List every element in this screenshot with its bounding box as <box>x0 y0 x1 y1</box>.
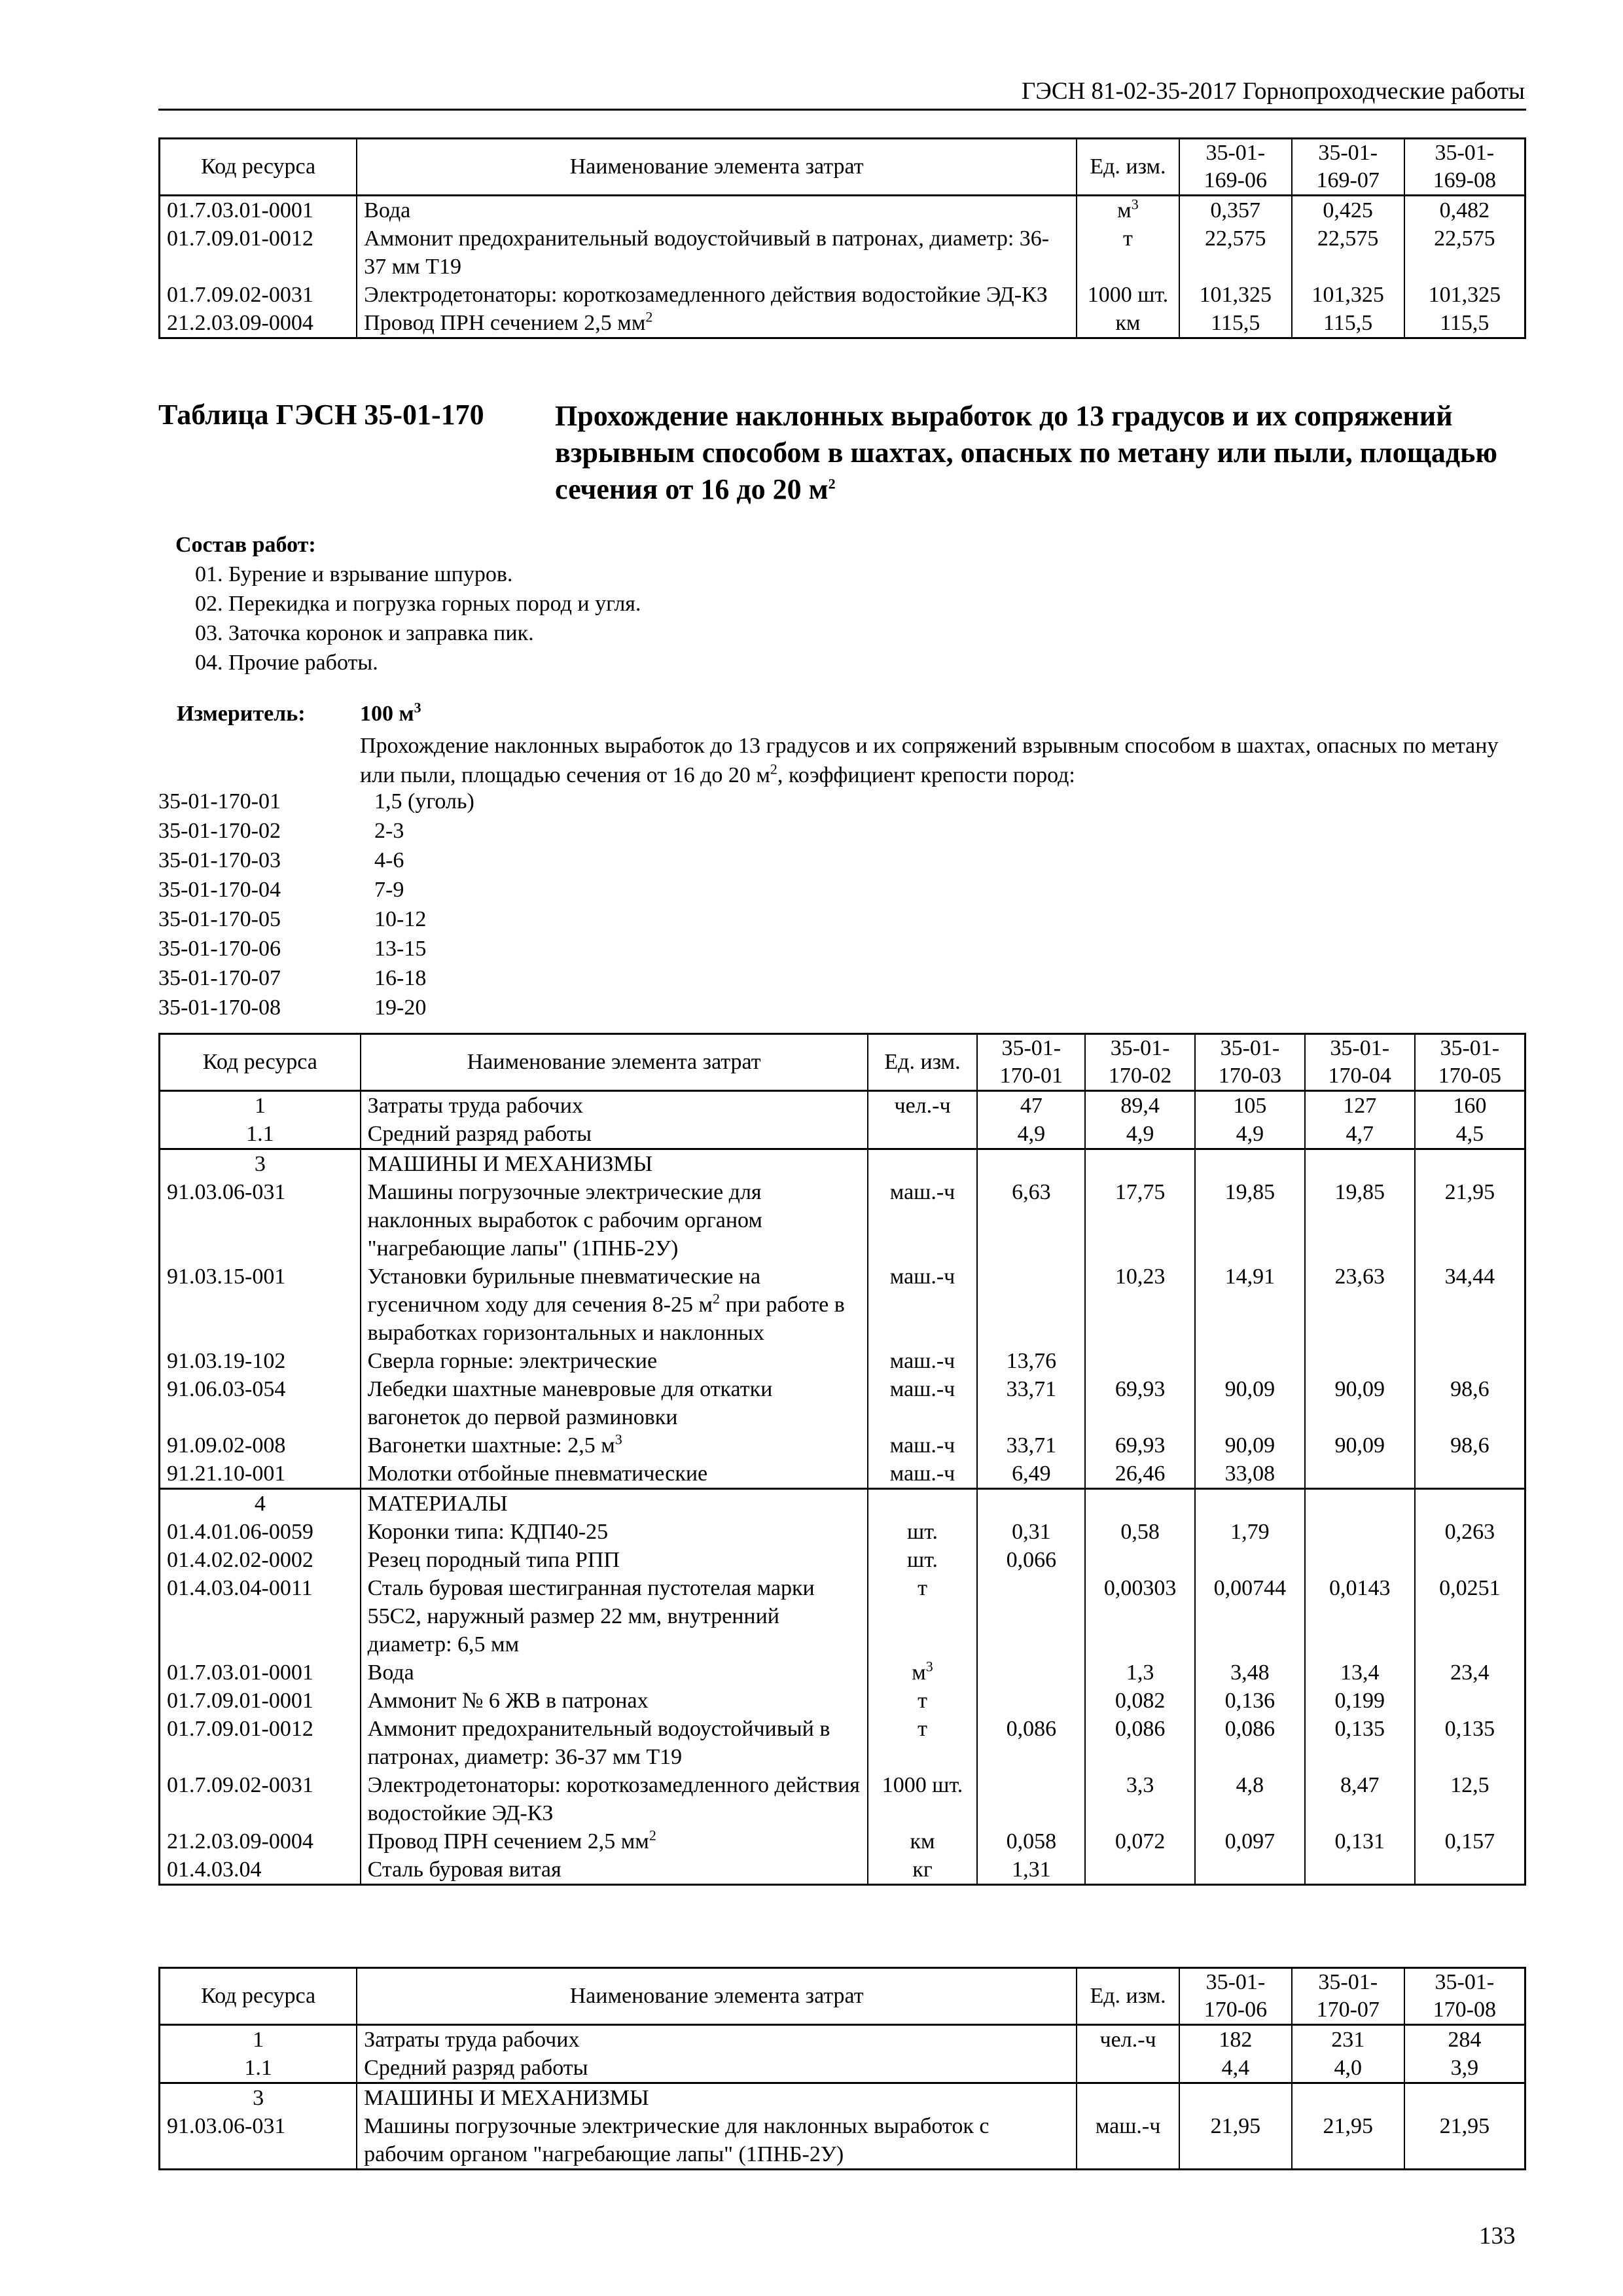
col-header-code: Код ресурса <box>160 139 357 196</box>
table-row <box>160 281 1525 309</box>
norm-value: 0,066 <box>977 1546 1085 1574</box>
norm-value <box>1085 1546 1195 1574</box>
resource-table-170-06-08 <box>158 1967 1526 2170</box>
table-label: Таблица ГЭСН 35-01-170 <box>158 399 484 431</box>
table-row <box>160 224 1525 281</box>
norm-value <box>977 1659 1085 1687</box>
norm-value: 0,31 <box>977 1518 1085 1546</box>
resource-code: 01.7.09.01-0001 <box>160 1687 361 1715</box>
resource-code: 01.7.09.01-0012 <box>160 224 357 281</box>
col-header-norm: 35-01- 169-07 <box>1292 139 1404 196</box>
norm-value: 0,199 <box>1305 1687 1415 1715</box>
norm-value: 4,7 <box>1305 1120 1415 1149</box>
col-header-norm: 35-01- 170-07 <box>1292 1968 1404 2025</box>
table-row <box>160 1771 1525 1827</box>
col-header-name: Наименование элемента затрат <box>357 139 1077 196</box>
norm-value: 12,5 <box>1415 1771 1525 1827</box>
norm-value <box>1085 1347 1195 1375</box>
norm-value: 8,47 <box>1305 1771 1415 1827</box>
resource-name: Аммонит № 6 ЖВ в патронах <box>361 1687 868 1715</box>
norm-value: 4,8 <box>1195 1771 1305 1827</box>
norm-value: 4,9 <box>1195 1120 1305 1149</box>
norm-value: 101,325 <box>1404 281 1525 309</box>
table-row <box>160 1120 1525 1149</box>
unit <box>868 1120 978 1149</box>
table-row <box>160 309 1525 338</box>
resource-code: 01.7.09.01-0012 <box>160 1715 361 1771</box>
unit: шт. <box>868 1546 978 1574</box>
norm-value <box>1305 1149 1415 1179</box>
col-header-norm: 35-01- 170-05 <box>1415 1034 1525 1091</box>
resource-code: 1.1 <box>160 2054 357 2083</box>
resource-name: Сталь буровая шестигранная пустотелая марки 55С2, наружный размер 22 мм, внутренний диаметр: 6,5 мм <box>361 1574 868 1659</box>
resource-name: Молотки отбойные пневматические <box>361 1460 868 1489</box>
resource-code: 91.03.06-031 <box>160 1178 361 1263</box>
unit <box>868 1149 978 1179</box>
unit <box>1077 2083 1179 2113</box>
norm-value: 115,5 <box>1292 309 1404 338</box>
norm-value <box>1415 1489 1525 1518</box>
table-row <box>160 1574 1525 1659</box>
norm-value: 284 <box>1404 2025 1525 2054</box>
section-row <box>160 1091 1525 1121</box>
section-row <box>160 1489 1525 1518</box>
norm-value <box>977 1771 1085 1827</box>
norm-value: 14,91 <box>1195 1263 1305 1347</box>
norm-code-row <box>158 787 474 816</box>
norm-value: 0,131 <box>1305 1827 1415 1856</box>
resource-code: 91.03.06-031 <box>160 2112 357 2170</box>
norm-value <box>1195 1489 1305 1518</box>
table-row <box>160 1347 1525 1375</box>
col-header-code: Код ресурса <box>160 1034 361 1091</box>
table-row <box>160 1715 1525 1771</box>
unit <box>1077 2054 1179 2083</box>
norm-value: 26,46 <box>1085 1460 1195 1489</box>
norm-value: 4,9 <box>977 1120 1085 1149</box>
norm-value: 23,63 <box>1305 1263 1415 1347</box>
norm-value: 115,5 <box>1179 309 1292 338</box>
norm-value: 0,0143 <box>1305 1574 1415 1659</box>
norm-code: 35-01-170-07 <box>158 966 281 990</box>
norm-value <box>1292 2083 1404 2113</box>
norm-value: 19,85 <box>1195 1178 1305 1263</box>
norm-value: 90,09 <box>1305 1375 1415 1431</box>
norm-value: 0,136 <box>1195 1687 1305 1715</box>
col-header-norm: 35-01- 170-01 <box>977 1034 1085 1091</box>
norm-value <box>1085 1856 1195 1885</box>
norm-value: 1,79 <box>1195 1518 1305 1546</box>
unit: чел.-ч <box>868 1091 978 1121</box>
resource-name: МАШИНЫ И МЕХАНИЗМЫ <box>361 1149 868 1179</box>
norm-value <box>1085 1149 1195 1179</box>
norm-value: 127 <box>1305 1091 1415 1121</box>
norm-value <box>1179 2083 1292 2113</box>
resource-code: 91.09.02-008 <box>160 1431 361 1460</box>
norm-value <box>1415 1546 1525 1574</box>
measure-value: 100 $м^3$ <box>360 699 421 726</box>
col-header-norm: 35-01- 170-08 <box>1404 1968 1525 2025</box>
norm-value: 4,4 <box>1179 2054 1292 2083</box>
col-header-norm: 35-01- 169-06 <box>1179 139 1292 196</box>
table-row <box>160 1827 1525 1856</box>
resource-name: Средний разряд работы <box>357 2054 1077 2083</box>
table-row <box>160 1431 1525 1460</box>
norm-code-row <box>158 846 474 875</box>
work-item: 03. Заточка коронок и заправка пик. <box>195 621 534 645</box>
work-composition <box>175 530 641 677</box>
norm-value <box>1195 1149 1305 1179</box>
col-header-name: Наименование элемента затрат <box>357 1968 1077 2025</box>
resource-name: Сталь буровая витая <box>361 1856 868 1885</box>
norm-value <box>1415 1856 1525 1885</box>
resource-code: 91.06.03-054 <box>160 1375 361 1431</box>
resource-name: Лебедки шахтные маневровые для откатки вагонеток до первой разминовки <box>361 1375 868 1431</box>
norm-value: 89,4 <box>1085 1091 1195 1121</box>
norm-code-row <box>158 875 474 905</box>
col-header-norm: 35-01- 169-08 <box>1404 139 1525 196</box>
norm-code: 35-01-170-03 <box>158 848 281 872</box>
norm-code: 35-01-170-04 <box>158 878 281 902</box>
unit: маш.-ч <box>868 1263 978 1347</box>
unit: $м^3$ <box>1077 196 1179 225</box>
unit: маш.-ч <box>868 1375 978 1431</box>
norm-value: 3,48 <box>1195 1659 1305 1687</box>
col-header-unit: Ед. изм. <box>868 1034 978 1091</box>
col-header-norm: 35-01- 170-03 <box>1195 1034 1305 1091</box>
norm-value: 4,0 <box>1292 2054 1404 2083</box>
norm-value <box>1305 1460 1415 1489</box>
norm-value: 0,00303 <box>1085 1574 1195 1659</box>
norm-code: 35-01-170-05 <box>158 907 281 931</box>
norm-value <box>1415 1149 1525 1179</box>
norm-value: 105 <box>1195 1091 1305 1121</box>
resource-code: 01.7.09.02-0031 <box>160 1771 361 1827</box>
norm-value: 0,425 <box>1292 196 1404 225</box>
norm-value: 182 <box>1179 2025 1292 2054</box>
norm-code: 35-01-170-01 <box>158 789 281 814</box>
norm-value: 0,482 <box>1404 196 1525 225</box>
resource-code: 3 <box>160 1149 361 1179</box>
norm-code-row <box>158 934 474 963</box>
running-header: ГЭСН 81-02-35-2017 Горнопроходческие работы <box>1022 78 1525 105</box>
resource-code: 01.7.03.01-0001 <box>160 196 357 225</box>
norm-value: 23,4 <box>1415 1659 1525 1687</box>
norm-value: 90,09 <box>1195 1431 1305 1460</box>
norm-value <box>1305 1347 1415 1375</box>
resource-code: 4 <box>160 1489 361 1518</box>
norm-value: 69,93 <box>1085 1375 1195 1431</box>
col-header-code: Код ресурса <box>160 1968 357 2025</box>
norm-code-list <box>158 787 474 1022</box>
measure-label: Измеритель: <box>177 702 306 726</box>
norm-value: 17,75 <box>1085 1178 1195 1263</box>
norm-value <box>1404 2083 1525 2113</box>
norm-value <box>1085 1489 1195 1518</box>
resource-code: 1 <box>160 2025 357 2054</box>
norm-value <box>977 1149 1085 1179</box>
norm-value <box>1305 1856 1415 1885</box>
norm-value <box>1305 1518 1415 1546</box>
norm-value: 22,575 <box>1404 224 1525 281</box>
norm-value <box>977 1574 1085 1659</box>
resource-name: МАТЕРИАЛЫ <box>361 1489 868 1518</box>
norm-value: 33,71 <box>977 1375 1085 1431</box>
norm-value: 98,6 <box>1415 1431 1525 1460</box>
norm-value <box>1415 1347 1525 1375</box>
unit: 1000 шт. <box>1077 281 1179 309</box>
unit <box>868 1489 978 1518</box>
norm-value: 231 <box>1292 2025 1404 2054</box>
table-row <box>160 1518 1525 1546</box>
col-header-norm: 35-01- 170-04 <box>1305 1034 1415 1091</box>
norm-value: 0,0251 <box>1415 1574 1525 1659</box>
resource-name: Затраты труда рабочих <box>361 1091 868 1121</box>
norm-value: 19,85 <box>1305 1178 1415 1263</box>
table-row <box>160 1856 1525 1885</box>
col-header-norm: 35-01- 170-06 <box>1179 1968 1292 2025</box>
resource-name: Установки бурильные пневматические на гусеничном ходу для сечения 8-25 $м^2$ при работе в выработках горизонтальных и наклонных <box>361 1263 868 1347</box>
work-composition-heading: Состав работ: <box>175 533 316 557</box>
table-row <box>160 1659 1525 1687</box>
unit: маш.-ч <box>868 1347 978 1375</box>
norm-value <box>1195 1546 1305 1574</box>
norm-value: 0,157 <box>1415 1827 1525 1856</box>
norm-value: 33,71 <box>977 1431 1085 1460</box>
norm-code-row <box>158 816 474 846</box>
norm-value: 13,4 <box>1305 1659 1415 1687</box>
norm-value: 1,31 <box>977 1856 1085 1885</box>
norm-value: 13,76 <box>977 1347 1085 1375</box>
norm-value: 6,49 <box>977 1460 1085 1489</box>
norm-value <box>977 1489 1085 1518</box>
resource-code: 21.2.03.09-0004 <box>160 309 357 338</box>
norm-value: 34,44 <box>1415 1263 1525 1347</box>
table-row <box>160 1375 1525 1431</box>
unit: 1000 шт. <box>868 1771 978 1827</box>
rock-hardness: 16-18 <box>374 966 427 990</box>
norm-value: 115,5 <box>1404 309 1525 338</box>
resource-name: Электродетонаторы: короткозамедленного действия водостойкие ЭД-КЗ <box>361 1771 868 1827</box>
norm-value: 101,325 <box>1292 281 1404 309</box>
section-row <box>160 1149 1525 1179</box>
resource-code: 1 <box>160 1091 361 1121</box>
resource-name: Вода <box>357 196 1077 225</box>
norm-value: 90,09 <box>1305 1431 1415 1460</box>
page-number: 133 <box>1479 2223 1516 2250</box>
norm-value: 69,93 <box>1085 1431 1195 1460</box>
rock-hardness: 7-9 <box>374 878 404 902</box>
table-row <box>160 1460 1525 1489</box>
unit: шт. <box>868 1518 978 1546</box>
unit: маш.-ч <box>868 1460 978 1489</box>
norm-value: 160 <box>1415 1091 1525 1121</box>
norm-value: 22,575 <box>1179 224 1292 281</box>
table-row <box>160 2054 1525 2083</box>
section-row <box>160 2025 1525 2054</box>
norm-value <box>1305 1489 1415 1518</box>
unit: маш.-ч <box>1077 2112 1179 2170</box>
resource-code: 01.7.03.01-0001 <box>160 1659 361 1687</box>
resource-code: 91.03.19-102 <box>160 1347 361 1375</box>
norm-value: 0,058 <box>977 1827 1085 1856</box>
norm-value <box>1415 1460 1525 1489</box>
resource-name: Сверла горные: электрические <box>361 1347 868 1375</box>
norm-code: 35-01-170-02 <box>158 819 281 843</box>
rock-hardness: 4-6 <box>374 848 404 872</box>
resource-name: Резец породный типа РПП <box>361 1546 868 1574</box>
resource-name: Провод ПРН сечением 2,5 $мм^2$ <box>361 1827 868 1856</box>
rock-hardness: 10-12 <box>374 907 427 931</box>
norm-value: 98,6 <box>1415 1375 1525 1431</box>
norm-code-row <box>158 963 474 993</box>
unit: т <box>1077 224 1179 281</box>
col-header-norm: 35-01- 170-02 <box>1085 1034 1195 1091</box>
resource-name: Аммонит предохранительный водоустойчивый в патронах, диаметр: 36-37 мм Т19 <box>357 224 1077 281</box>
norm-value: 101,325 <box>1179 281 1292 309</box>
norm-code-row <box>158 993 474 1022</box>
resource-code: 01.4.02.02-0002 <box>160 1546 361 1574</box>
norm-value: 0,097 <box>1195 1827 1305 1856</box>
resource-code: 1.1 <box>160 1120 361 1149</box>
norm-value: 0,263 <box>1415 1518 1525 1546</box>
norm-value <box>977 1687 1085 1715</box>
norm-value: 47 <box>977 1091 1085 1121</box>
unit: кг <box>868 1856 978 1885</box>
resource-name: Вода <box>361 1659 868 1687</box>
norm-value: 0,086 <box>1085 1715 1195 1771</box>
norm-value: 0,58 <box>1085 1518 1195 1546</box>
norm-value: 0,072 <box>1085 1827 1195 1856</box>
norm-value <box>1415 1687 1525 1715</box>
norm-value: 0,00744 <box>1195 1574 1305 1659</box>
rock-hardness: 13-15 <box>374 937 427 961</box>
rock-hardness: 2-3 <box>374 819 404 843</box>
resource-name: МАШИНЫ И МЕХАНИЗМЫ <box>357 2083 1077 2113</box>
resource-name: Машины погрузочные электрические для наклонных выработок с рабочим органом "нагребающие лапы" (1ПНБ-2У) <box>357 2112 1077 2170</box>
col-header-name: Наименование элемента затрат <box>361 1034 868 1091</box>
header-rule <box>158 109 1526 111</box>
norm-value: 4,5 <box>1415 1120 1525 1149</box>
norm-value: 90,09 <box>1195 1375 1305 1431</box>
work-item: 01. Бурение и взрывание шпуров. <box>195 562 513 586</box>
rock-hardness: 1,5 (уголь) <box>374 789 474 814</box>
norm-value: 33,08 <box>1195 1460 1305 1489</box>
resource-code: 01.7.09.02-0031 <box>160 281 357 309</box>
resource-code: 91.03.15-001 <box>160 1263 361 1347</box>
resource-code: 91.21.10-001 <box>160 1460 361 1489</box>
table-title: Прохождение наклонных выработок до 13 градусов и их сопряжений взрывным способом в шахтах, опасных по метану или пыли, площадью сечения от 16 до 20 $м^2$ <box>555 400 1498 505</box>
work-item: 02. Перекидка и погрузка горных пород и угля. <box>195 592 641 616</box>
norm-value: 21,95 <box>1404 2112 1525 2170</box>
resource-table-170-01-05 <box>158 1033 1526 1886</box>
norm-value <box>1195 1856 1305 1885</box>
unit: маш.-ч <box>868 1431 978 1460</box>
unit: чел.-ч <box>1077 2025 1179 2054</box>
resource-name: Вагонетки шахтные: 2,5 $м^3$ <box>361 1431 868 1460</box>
table-row <box>160 1178 1525 1263</box>
norm-value: 21,95 <box>1179 2112 1292 2170</box>
resource-name: Машины погрузочные электрические для наклонных выработок с рабочим органом "нагребающие лапы" (1ПНБ-2У) <box>361 1178 868 1263</box>
unit: т <box>868 1715 978 1771</box>
norm-value <box>977 1263 1085 1347</box>
resource-name: Коронки типа: КДП40-25 <box>361 1518 868 1546</box>
table-row <box>160 2112 1525 2170</box>
norm-value: 21,95 <box>1292 2112 1404 2170</box>
norm-value: 0,357 <box>1179 196 1292 225</box>
measure-description: Прохождение наклонных выработок до 13 градусов и их сопряжений взрывным способом в шахтах, опасных по метану или пыли, площадью сечения от 16 до 20 $м^2$, коэффициент крепости пород: <box>360 734 1499 787</box>
table-row <box>160 196 1525 225</box>
table-row <box>160 1546 1525 1574</box>
norm-value: 21,95 <box>1415 1178 1525 1263</box>
resource-name: Средний разряд работы <box>361 1120 868 1149</box>
resource-code: 3 <box>160 2083 357 2113</box>
section-row <box>160 2083 1525 2113</box>
unit: маш.-ч <box>868 1178 978 1263</box>
unit: т <box>868 1574 978 1659</box>
resource-code: 01.4.03.04 <box>160 1856 361 1885</box>
resource-name: Электродетонаторы: короткозамедленного действия водостойкие ЭД-КЗ <box>357 281 1077 309</box>
col-header-unit: Ед. изм. <box>1077 139 1179 196</box>
work-item: 04. Прочие работы. <box>195 651 378 675</box>
norm-value: 10,23 <box>1085 1263 1195 1347</box>
norm-value: 0,135 <box>1305 1715 1415 1771</box>
norm-value: 4,9 <box>1085 1120 1195 1149</box>
unit: км <box>1077 309 1179 338</box>
norm-value: 1,3 <box>1085 1659 1195 1687</box>
norm-value <box>1195 1347 1305 1375</box>
table-row <box>160 1263 1525 1347</box>
unit: т <box>868 1687 978 1715</box>
norm-value: 0,086 <box>977 1715 1085 1771</box>
norm-value: 3,9 <box>1404 2054 1525 2083</box>
resource-code: 21.2.03.09-0004 <box>160 1827 361 1856</box>
unit: $м^3$ <box>868 1659 978 1687</box>
norm-value: 6,63 <box>977 1178 1085 1263</box>
resource-code: 01.4.01.06-0059 <box>160 1518 361 1546</box>
norm-value: 0,086 <box>1195 1715 1305 1771</box>
rock-hardness: 19-20 <box>374 996 427 1020</box>
resource-table-169 <box>158 137 1526 339</box>
resource-code: 01.4.03.04-0011 <box>160 1574 361 1659</box>
resource-name: Затраты труда рабочих <box>357 2025 1077 2054</box>
norm-value: 22,575 <box>1292 224 1404 281</box>
table-row <box>160 1687 1525 1715</box>
norm-value: 0,082 <box>1085 1687 1195 1715</box>
norm-value <box>1305 1546 1415 1574</box>
norm-code: 35-01-170-06 <box>158 937 281 961</box>
norm-code: 35-01-170-08 <box>158 996 281 1020</box>
norm-value: 0,135 <box>1415 1715 1525 1771</box>
col-header-unit: Ед. изм. <box>1077 1968 1179 2025</box>
unit: км <box>868 1827 978 1856</box>
resource-name: Аммонит предохранительный водоустойчивый в патронах, диаметр: 36-37 мм Т19 <box>361 1715 868 1771</box>
norm-value: 3,3 <box>1085 1771 1195 1827</box>
norm-code-row <box>158 905 474 934</box>
resource-name: Провод ПРН сечением 2,5 $мм^2$ <box>357 309 1077 338</box>
